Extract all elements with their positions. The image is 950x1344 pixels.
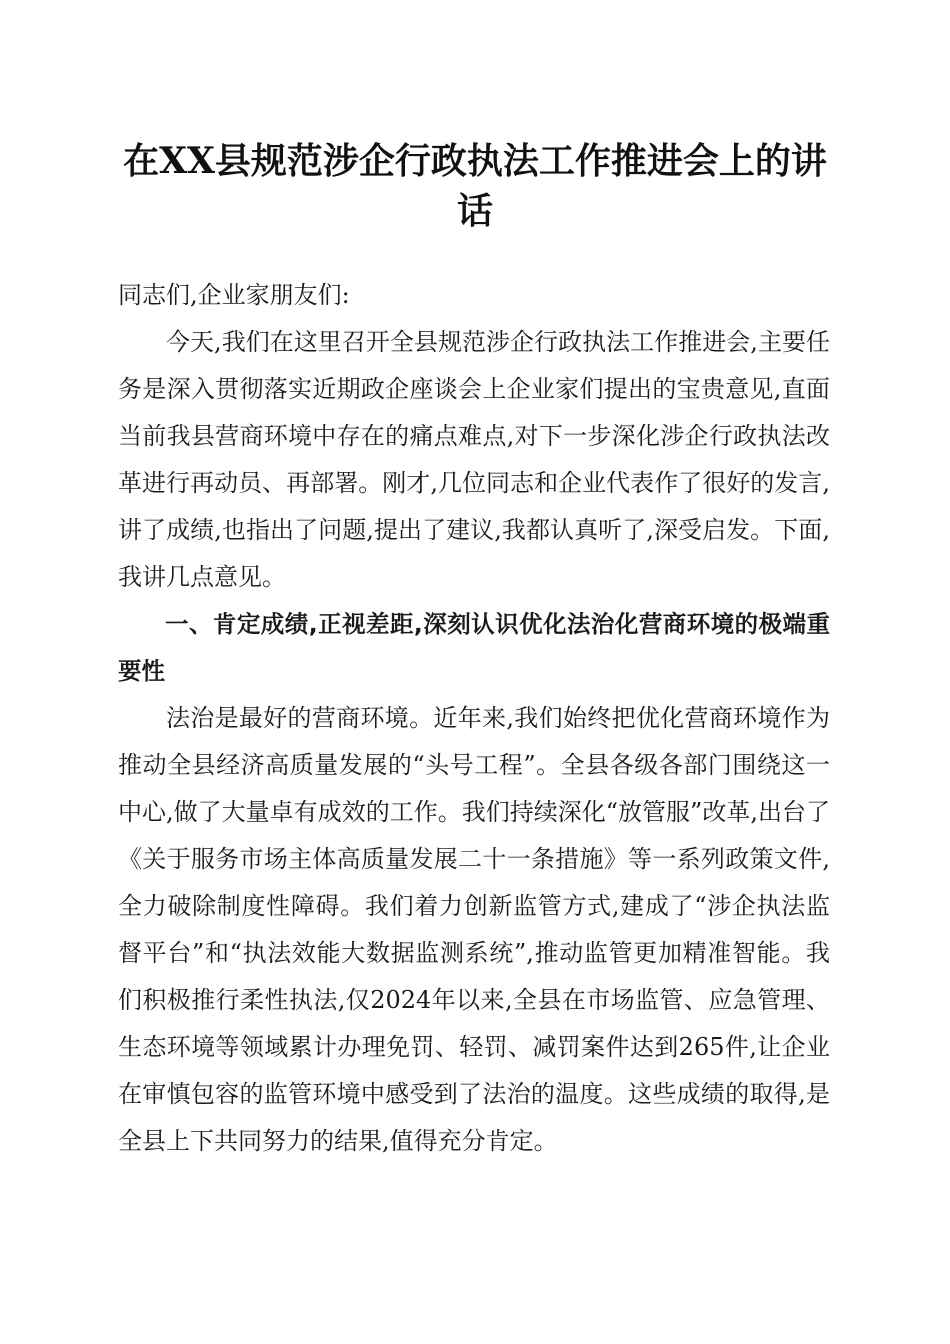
salutation: 同志们,企业家朋友们: xyxy=(118,281,350,309)
section-paragraph: 法治是最好的营商环境。近年来,我们始终把优化营商环境作为推动全县经济高质量发展的“头号工程”。全县各级各部门围绕这一中心,做了大量卓有成效的工作。我们持续深化“放管服”改革,出台了《关于服务市场主体高质量发展二十一条措施》等一系列政策文件,全力破除制度性障碍。我们着力创新监管方式,建成了“涉企执法监督平台”和“执法效能大数据监测系统”,推动监管更加精准智能。我们积极推行柔性执法,仅2024年以来,全县在市场监管、应急管理、生态环境等领域累计办理免罚、轻罚、减罚案件达到265件,让企业在审慎包容的监管环境中感受到了法治的温度。这些成绩的取得,是全县上下共同努力的结果,值得充分肯定。 xyxy=(118,704,830,1155)
section-heading: 一、肯定成绩,正视差距,深刻认识优化法治化营商环境的极端重要性 xyxy=(118,610,830,685)
document-title: 在XX县规范涉企行政执法工作推进会上的讲话 xyxy=(123,140,827,232)
document-body xyxy=(118,272,830,1165)
opening-paragraph: 今天,我们在这里召开全县规范涉企行政执法工作推进会,主要任务是深入贯彻落实近期政企座谈会上企业家们提出的宝贵意见,直面当前我县营商环境中存在的痛点难点,对下一步深化涉企行政执法改革进行再动员、再部署。刚才,几位同志和企业代表作了很好的发言,讲了成绩,也指出了问题,提出了建议,我都认真听了,深受启发。下面,我讲几点意见。 xyxy=(118,328,830,591)
